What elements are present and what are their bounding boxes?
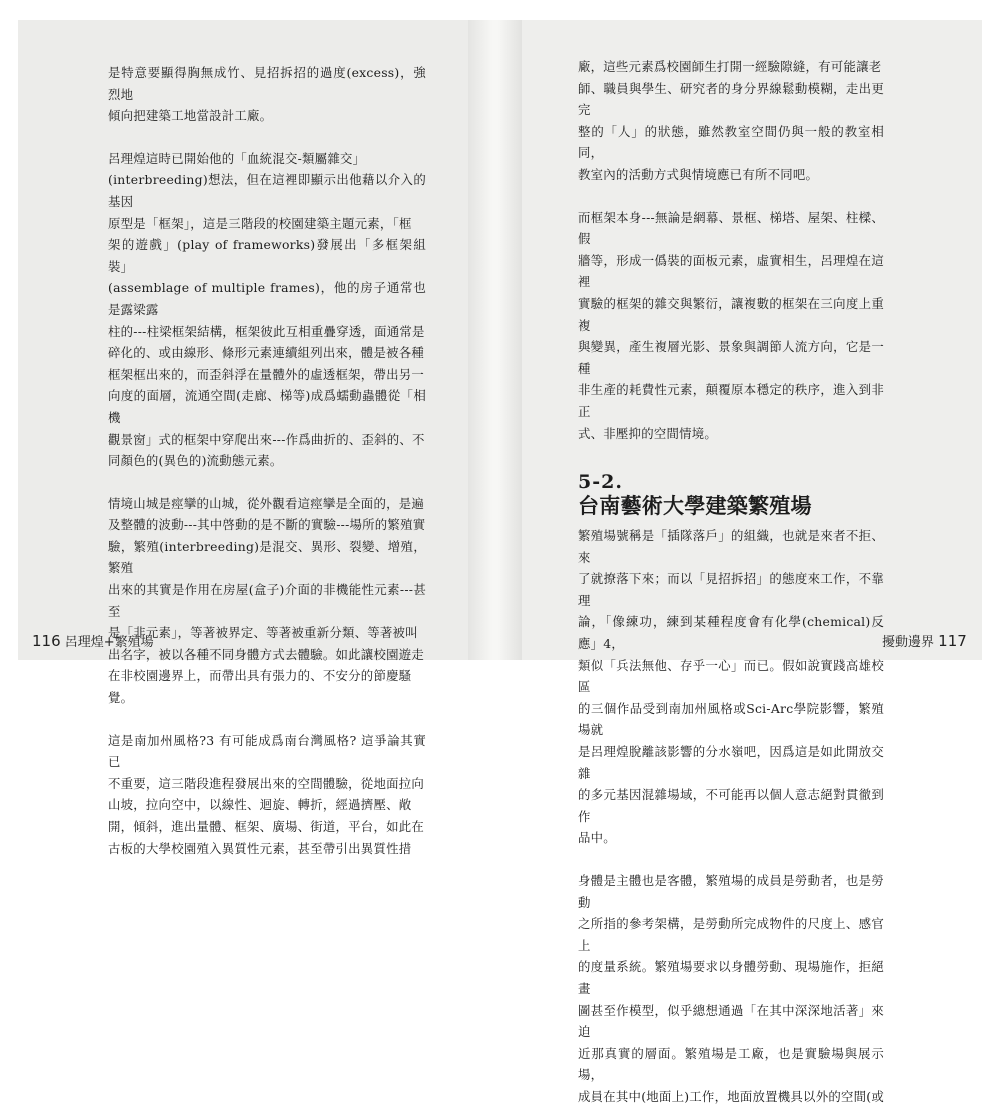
right-paragraph-1: 廠，這些元素爲校園師生打開一經驗隙縫，有可能讓老 師、職員與學生、研究者的身分界線鬆動模糊，走出更完 整的「人」的狀態，雖然教室空間仍與一般的教室相同， 教室內的活動方式與情境應已有所不同吧。 xyxy=(578,59,884,182)
left-paragraph-1: 是特意要顯得胸無成竹、見招拆招的過度(excess)，強烈地 傾向把建築工地當設計工廠。 xyxy=(108,65,426,124)
left-running-title: 呂理煌+繁殖場 xyxy=(64,635,154,650)
right-page-number: 117 xyxy=(938,632,967,650)
right-paragraph-4: 身體是主體也是客體，繁殖場的成員是勞動者，也是勞動 之所指的參考架構，是勞動所完成物件的尺度上、感官上 的度量系統。繁殖場要求以身體勞動、現場施作，拒絕畫 圖甚至作模型，似乎總想通過「在其中深深地活著」來迫 近那真實的層面。繁殖場是工廠，也是實驗場與展示場， 成員在其中(地面上)工作，地面放置機具以外的空間(或 xyxy=(578,873,884,1104)
left-paragraph-2: 呂理煌這時已開始他的「血統混交-類屬雜交」 (interbreeding)想法，但在這裡即顯示出他藉以介入的基因 原型是「框架」，這是三階段的校園建築主題元素，「框 架的遊戲」(play of frameworks)發展出「多框架組裝」 (assemblage of multiple frames)，他的房子通常也是露梁露 柱的---柱梁框架結構，框架彼此互相重疊穿透，面通常是 碎化的、或由線形、條形元素連續組列出來，體是被各種 框架框出來的，而歪斜浮在量體外的虛透框架，帶出另一 向度的面層，流通空間(走廊、梯等)成爲蠕動蟲體從「相機 觀景窗」式的框架中穿爬出來---作爲曲折的、歪斜的、不 同顏色的(異色的)流動態元素。 xyxy=(108,150,426,469)
right-paragraph-2: 而框架本身---無論是網幕、景框、梯塔、屋架、柱樑、假 牆等，形成一僞裝的面板元素，虛實相生，呂理煌在這裡 實驗的框架的雜交與繁衍，讓複數的框架在三向度上重複 與變異，產生複層光影、景象與調節人流方向，它是一種 非生產的耗費性元素，顛覆原本穩定的秩序，進入到非正 式、非壓抑的空間情境。 xyxy=(578,209,884,441)
right-paragraph-3: 繁殖場號稱是「插隊落戶」的組織，也就是來者不拒、來 了就撩落下來；而以「見招拆招」的態度來工作，不靠理 論，「像練功，練到某種程度會有化學(chemical)反應」4， 類似「兵法無他、存乎一心」而已。假如說實踐高雄校區 的三個作品受到南加州風格或Sci-Arc學院影響，繁殖場就 是呂理煌脫離該影響的分水嶺吧，因爲這是如此開放交雜 的多元基因混雜場域，不可能再以個人意志絕對貫徹到作 品中。 xyxy=(578,528,884,846)
section-title: 台南藝術大學建築繁殖場 xyxy=(578,493,812,519)
left-paragraph-4: 這是南加州風格?3 有可能成爲南台灣風格? 這爭論其實已 不重要，這三階段進程發展出來的空間體驗，從地面拉向 山坡，拉向空中，以線性、迴旋、轉折，經過擠壓、敞 開，傾斜，進出量體、框架、廣場、街道，平台，如此在 古板的大學校園殖入異質性元素，甚至帶引出異質性措 xyxy=(108,732,426,856)
right-running-title: 擾動邊界 xyxy=(882,635,935,650)
left-footer xyxy=(32,631,154,650)
section-number: 5-2. xyxy=(578,471,623,494)
left-paragraph-3: 情境山城是痙攣的山城，從外觀看這痙攣是全面的，是遍 及整體的波動---其中啓動的是不斷的實驗---場所的繁殖實 驗，繁殖(interbreeding)是混交、異形、裂變、增殖，繁殖 出來的其實是作用在房屋(盒子)介面的非機能性元素---甚至 是「非元素」，等著被界定、等著被重新分類、等著被叫 出名字，被以各種不同身體方式去體驗。如此讓校園遊走 在非校園邊界上，而帶出具有張力的、不安分的節慶騷 覺。 xyxy=(108,495,426,706)
book-gutter xyxy=(468,20,522,660)
right-page-body xyxy=(578,56,884,1108)
right-footer xyxy=(882,631,967,650)
left-page-body xyxy=(108,62,426,859)
left-page-number: 116 xyxy=(32,632,61,650)
